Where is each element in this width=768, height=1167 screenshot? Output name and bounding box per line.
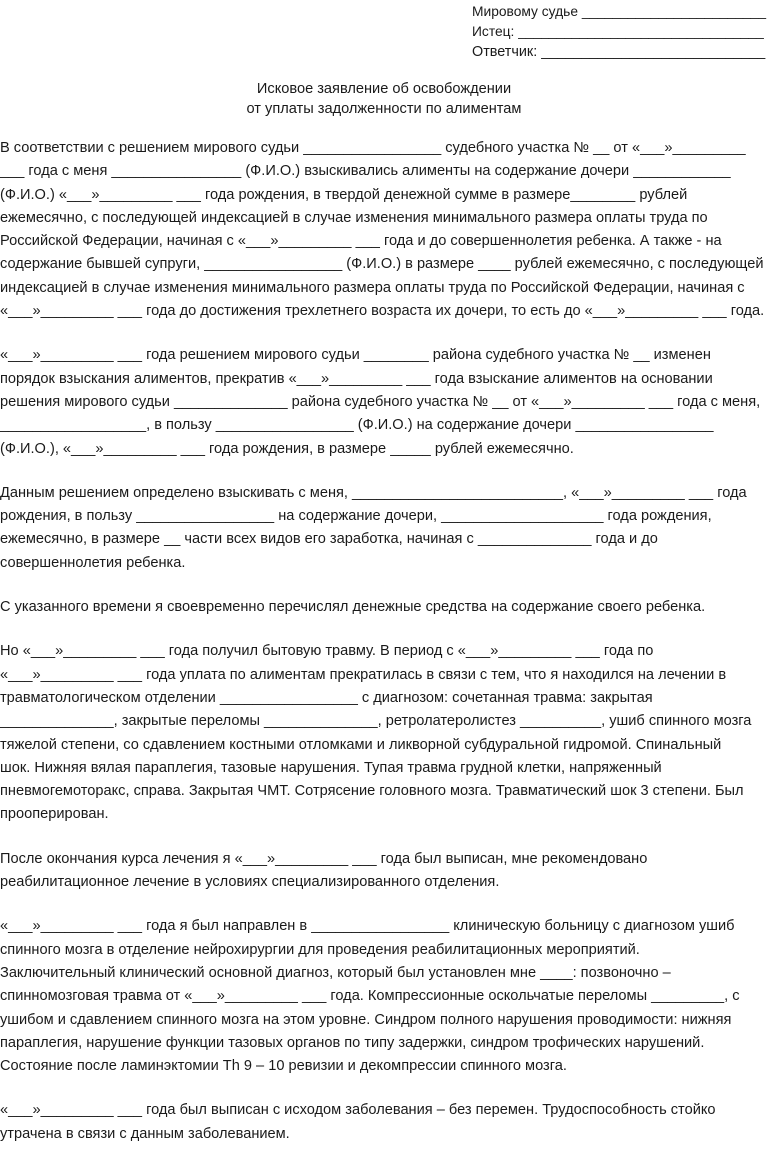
- text-line: «___»_________ ___ года был выписан с исходом заболевания – без перемен. Трудоспособность стойко: [0, 1102, 716, 1119]
- text-line: рождения, в пользу _________________ на содержание дочери, ____________________ года рождения,: [0, 508, 712, 525]
- text-line: решения мирового судьи ______________ района судебного участка № __ от «___»_________ ___ года с меня,: [0, 393, 761, 410]
- text-line: параплегия, нарушение функции тазовых органов по типу задержки, синдром трофических нарушений.: [0, 1034, 705, 1051]
- paragraph-outcome: [0, 1099, 768, 1146]
- header-line-defendant: Ответчик: ____________________________: [472, 44, 766, 60]
- text-line: ___ года с меня ________________ (Ф.И.О.) взыскивались алименты на содержание дочери ____________: [0, 163, 731, 180]
- text-line: порядок взыскания алиментов, прекратив «___»_________ ___ года взыскание алиментов на основании: [0, 370, 713, 387]
- text-line: «___»_________ ___ года до достижения трехлетнего возраста их дочери, то есть до «___»_________ ___ года.: [0, 303, 765, 320]
- text-line: ежемесячно, с последующей индексацией в случае изменения минимального размера оплаты труда по: [0, 209, 708, 226]
- paragraph-decision-terms: [0, 482, 768, 575]
- text-line: Данным решением определено взыскивать с меня, __________________________, «___»_________ ___ года: [0, 484, 747, 501]
- text-line: (Ф.И.О.) «___»_________ ___ года рождения, в твердой денежной сумме в размере________ рублей: [0, 186, 688, 203]
- paragraph-court-decision: [0, 137, 768, 323]
- text-line: __________________, в пользу _________________ (Ф.И.О.) на содержание дочери _________________: [0, 417, 714, 434]
- paragraph-discharge: [0, 848, 768, 895]
- paragraph-order-change: [0, 344, 768, 460]
- text-line: «___»_________ ___ года я был направлен в _________________ клиническую больницу с диагнозом ушиб: [0, 918, 735, 935]
- paragraph-rehabilitation: [0, 915, 768, 1078]
- text-line: Заключительный клинический основной диагноз, который был установлен мне ____: позвоночно –: [0, 964, 671, 981]
- text-line: Состояние после ламинэктомии Th 9 – 10 ревизии и декомпрессии спинного мозга.: [0, 1058, 567, 1075]
- addressee-block: [472, 2, 768, 62]
- text-line: Но «___»_________ ___ года получил бытовую травму. В период с «___»_________ ___ года по: [0, 643, 654, 660]
- text-line: Российской Федерации, начиная с «___»_________ ___ года и до совершеннолетия ребенка. А также - на: [0, 233, 722, 250]
- text-line: травматологическом отделении _________________ с диагнозом: сочетанная травма: закрытая: [0, 689, 653, 706]
- text-line: В соответствии с решением мирового судьи _________________ судебного участка № __ от «___»_________: [0, 140, 746, 156]
- text-line: прооперирован.: [0, 806, 109, 823]
- text-line: спинного мозга в отделение нейрохирургии для проведения реабилитационных мероприятий.: [0, 941, 640, 958]
- text-line: спинномозговая травма от «___»_________ ___ года. Компрессионные оскольчатые переломы _________, с: [0, 988, 740, 1005]
- header-line-plaintiff: Истец: ________________________________: [472, 24, 764, 39]
- text-line: пневмогемоторакс, справа. Закрытая ЧМТ. Сотрясение головного мозга. Травматический шок 3 степени. Был: [0, 783, 744, 800]
- text-line: тяжелой степени, со сдавлением костными отломками и ликворной субдуральной гидромой. Спинальный: [0, 736, 722, 753]
- text-line: (Ф.И.О.), «___»_________ ___ года рождения, в размере _____ рублей ежемесячно.: [0, 440, 574, 457]
- text-line: ______________, закрытые переломы ______________, ретролатеролистез __________, ушиб спинного мозга: [0, 713, 752, 730]
- text-line: ежемесячно, в размере __ части всех видов его заработка, начиная с ______________ года и до: [0, 531, 658, 548]
- text-line: ушибом и сдавлением спинного мозга на этом уровне. Синдром полного нарушения проводимости: нижняя: [0, 1011, 732, 1028]
- document-title: [0, 79, 768, 119]
- text-line: С указанного времени я своевременно перечислял денежные средства на содержание своего ребенка.: [0, 599, 706, 616]
- title-line-2: от уплаты задолженности по алиментам: [246, 101, 522, 117]
- header-line-judge: Мировому судье ________________________: [472, 4, 767, 19]
- text-line: содержание бывшей супруги, _________________ (Ф.И.О.) в размере ____ рублей ежемесячно, с последующей: [0, 256, 764, 273]
- paragraph-payments: [0, 596, 768, 619]
- text-line: После окончания курса лечения я «___»_________ ___ года был выписан, мне рекомендовано: [0, 850, 648, 867]
- text-line: «___»_________ ___ года уплата по алиментам прекратилась в связи с тем, что я находился на лечении в: [0, 666, 727, 683]
- text-line: реабилитационное лечение в условиях специализированного отделения.: [0, 874, 500, 891]
- document-body: [0, 137, 768, 1167]
- text-line: совершеннолетия ребенка.: [0, 554, 186, 571]
- text-line: «___»_________ ___ года решением мирового судьи ________ района судебного участка № __ изменен: [0, 347, 711, 364]
- text-line: шок. Нижняя вялая параплегия, тазовые нарушения. Тупая травма грудной клетки, напряженный: [0, 759, 662, 776]
- text-line: индексацией в случае изменения минимального размера оплаты труда по Российской Федерации, начиная с: [0, 279, 745, 296]
- paragraph-injury: [0, 640, 768, 826]
- text-line: утрачена в связи с данным заболеванием.: [0, 1125, 290, 1142]
- title-line-1: Исковое заявление об освобождении: [256, 81, 512, 97]
